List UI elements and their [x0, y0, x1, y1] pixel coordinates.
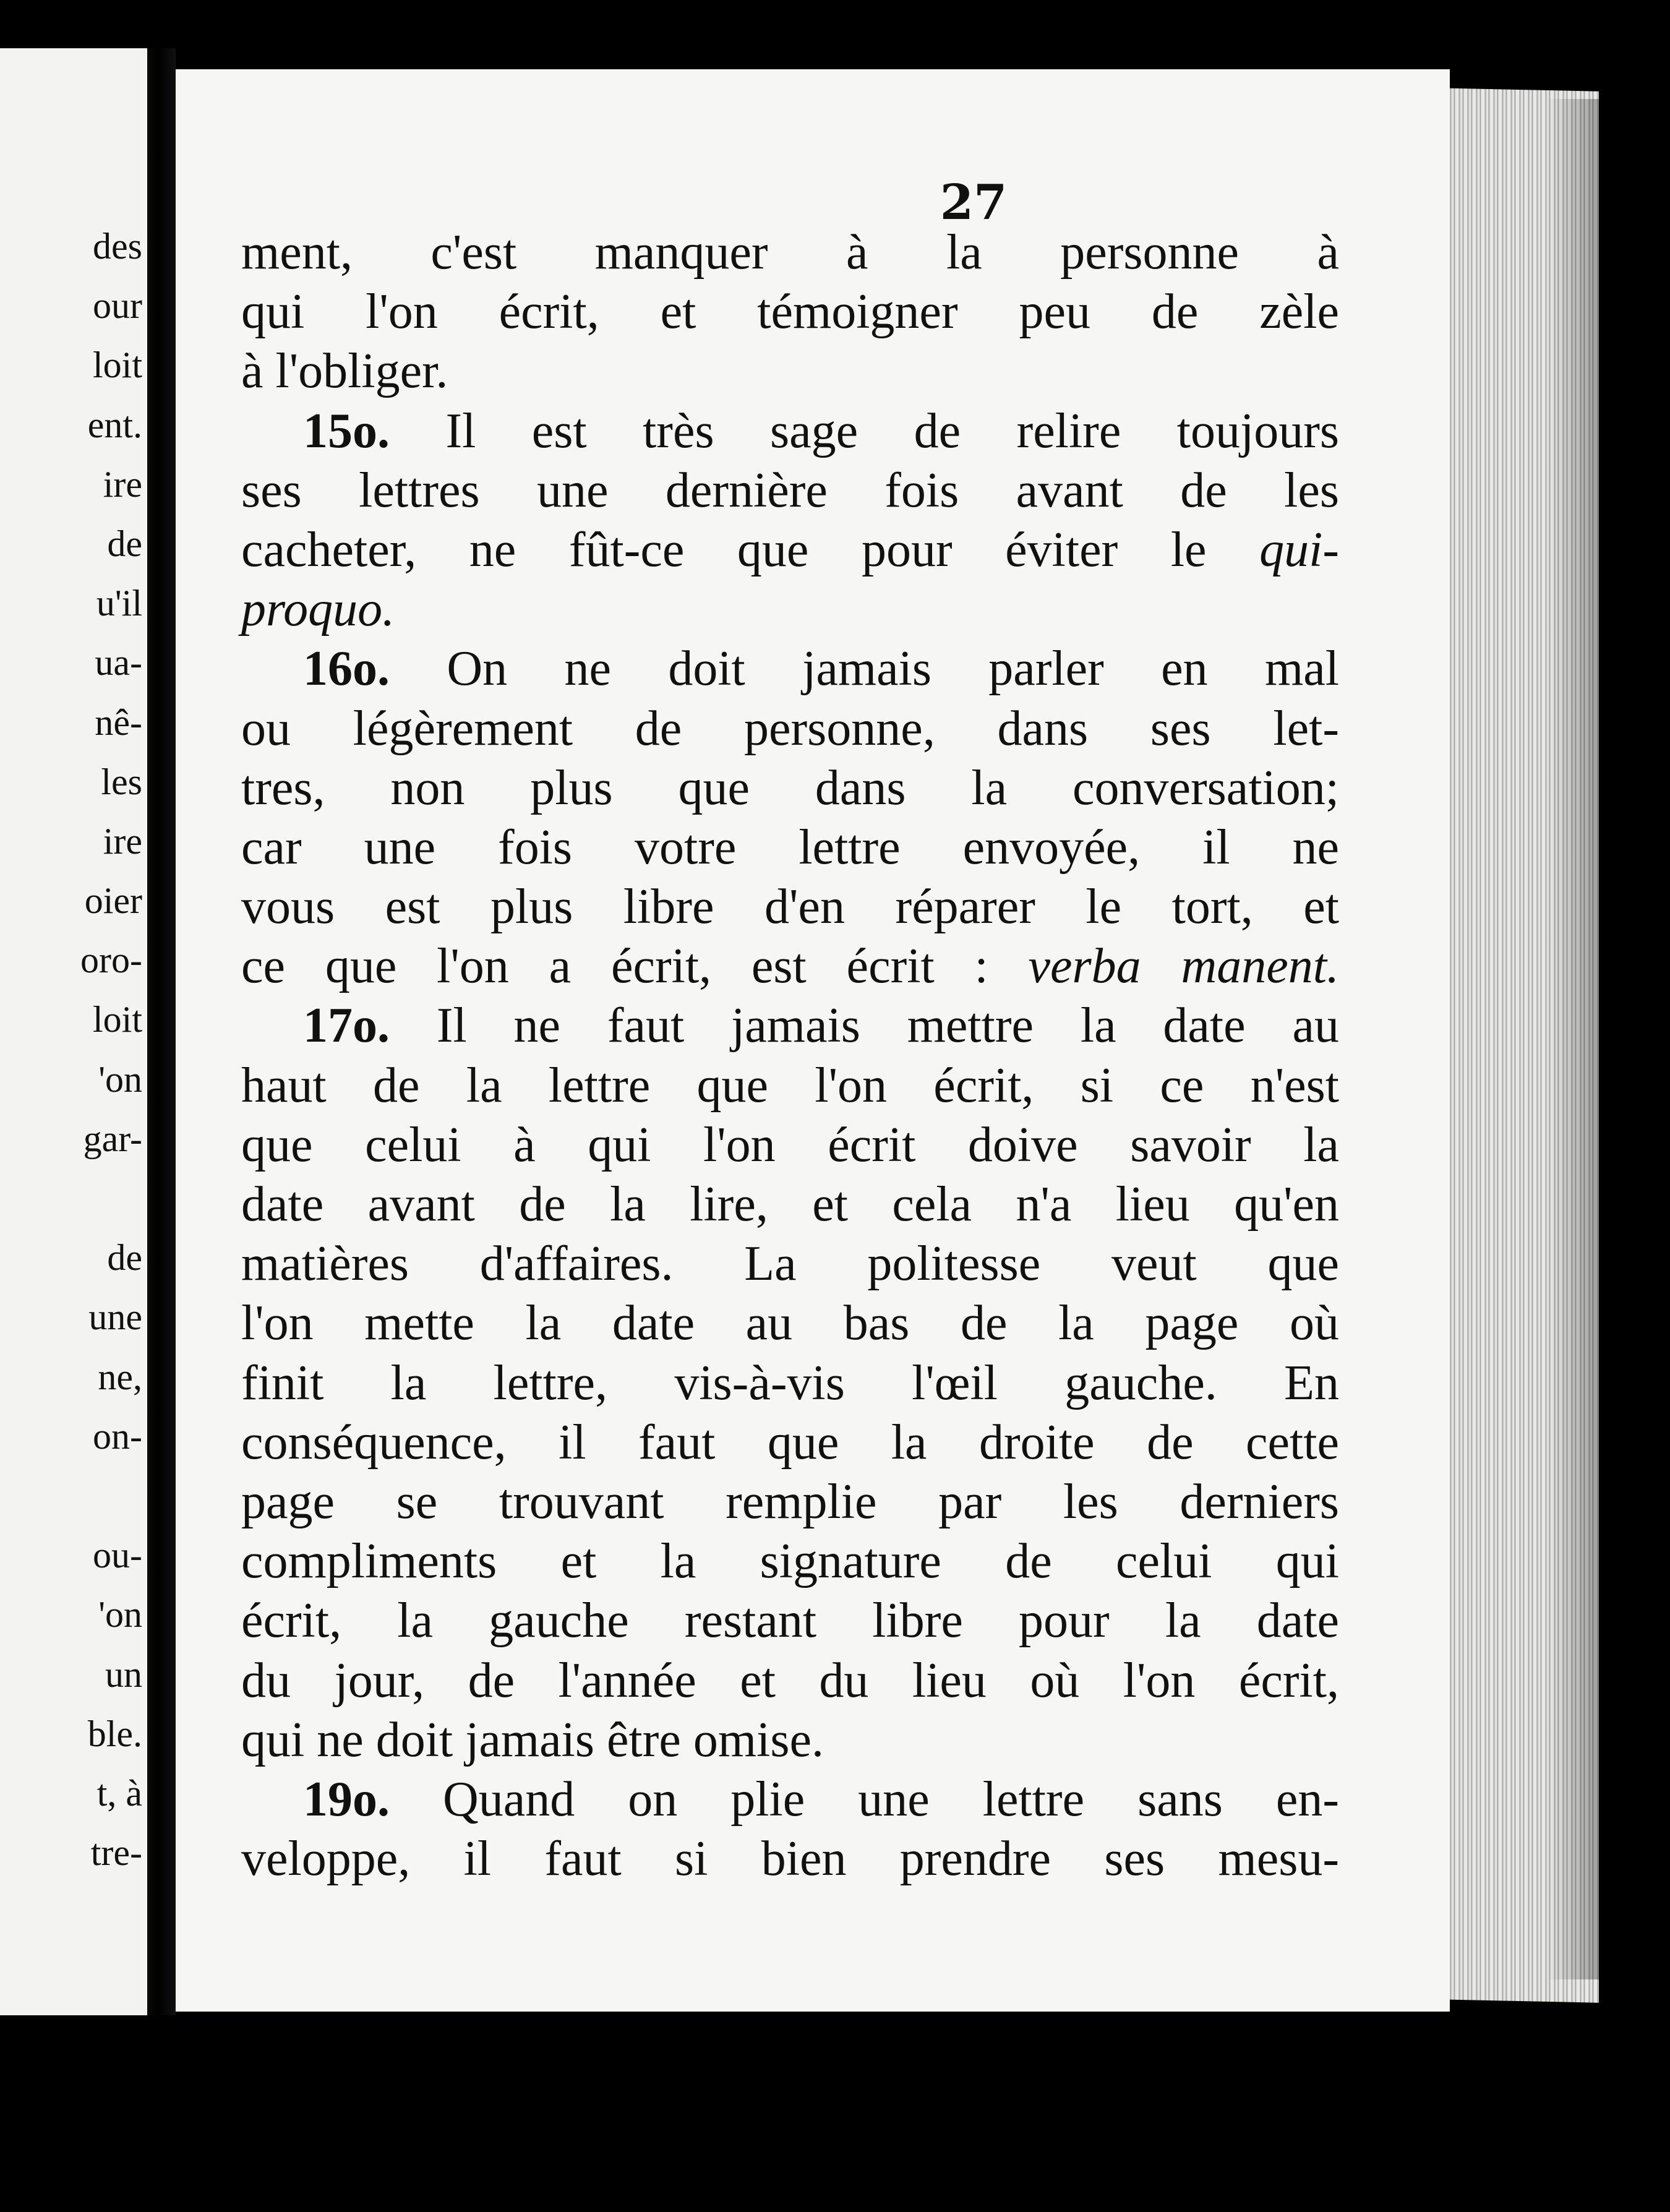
text-line: date avant de la lire, et cela n'a lieu qu'en [241, 1177, 1339, 1232]
left-page-fragment: t, à [96, 1772, 142, 1814]
paragraph-number: 16o. [303, 641, 390, 697]
left-page-fragment [80, 1466, 142, 1525]
left-page-fragment: oier [84, 880, 142, 922]
text-line: car une fois votre lettre envoyée, il ne [241, 820, 1339, 875]
book-gutter [147, 48, 176, 2015]
left-page-fragment: des [93, 226, 142, 267]
left-page-fragment: u'il [96, 583, 142, 624]
text-line: qui l'on écrit, et témoigner peu de zèle [241, 285, 1339, 340]
paragraph-number: 15o. [303, 403, 390, 458]
left-page-fragment: ou- [93, 1535, 142, 1576]
left-facing-page [0, 48, 150, 2015]
left-page-fragment [80, 1168, 142, 1228]
left-page-fragment: ble. [87, 1713, 142, 1754]
left-page-fragment: 'on [98, 1058, 142, 1100]
text-line: que celui à qui l'on écrit doive savoir la [241, 1117, 1339, 1172]
text-line: ses lettres une dernière fois avant de les [241, 463, 1339, 518]
left-page-fragment: un [105, 1653, 142, 1695]
text-line: haut de la lettre que l'on écrit, si ce n'est [241, 1058, 1339, 1113]
left-page-fragment: ire [103, 820, 142, 862]
left-page-fragment: tre- [90, 1832, 142, 1874]
paragraph-number: 17o. [303, 998, 390, 1053]
text-line: page se trouvant remplie par les derniers [241, 1474, 1339, 1529]
text-line: du jour, de l'année et du lieu où l'on écrit, [241, 1653, 1339, 1708]
left-page-fragment: de [107, 523, 142, 564]
left-page-fragment: 'on [98, 1594, 142, 1635]
text-line: 15o. Il est très sage de relire toujours [303, 403, 1339, 458]
left-page-fragment: loit [92, 999, 142, 1040]
text-line: cacheter, ne fût-ce que pour éviter le qui- [241, 522, 1339, 577]
left-page-fragment: nê- [95, 701, 142, 743]
italic-phrase: verba manent. [1028, 939, 1340, 994]
text-line: conséquence, il faut que la droite de cette [241, 1415, 1339, 1470]
left-page-fragment: les [101, 761, 142, 802]
text-line: 17o. Il ne faut jamais mettre la date au [303, 998, 1339, 1053]
left-page-fragment: une [88, 1297, 142, 1338]
left-page-fragment: loit [92, 345, 142, 386]
left-page-fragment: our [93, 285, 142, 327]
body-text [241, 223, 1339, 1888]
text-line: tres, non plus que dans la conversation; [241, 760, 1339, 815]
left-page-fragment: gar- [83, 1118, 142, 1159]
text-line: l'on mette la date au bas de la page où [241, 1296, 1339, 1351]
text-line: écrit, la gauche restant libre pour la date [241, 1593, 1339, 1648]
text-line: à l'obliger. [241, 344, 448, 399]
left-page-fragment: de [107, 1237, 142, 1279]
text-line: vous est plus libre d'en réparer le tort, et [241, 880, 1339, 935]
left-page-fragment: ire [103, 463, 142, 505]
text-line: 16o. On ne doit jamais parler en mal [303, 641, 1339, 697]
left-page-text-fragments [80, 216, 142, 1882]
left-page-fragment: ne, [98, 1356, 142, 1397]
text-line: compliments et la signature de celui qui [241, 1534, 1339, 1589]
left-page-fragment: on- [93, 1415, 142, 1457]
text-line: 19o. Quand on plie une lettre sans en- [303, 1772, 1339, 1827]
left-page-fragment: ua- [95, 642, 142, 684]
text-line: ce que l'on a écrit, est écrit : verba manent. [241, 939, 1340, 994]
page-edges-shadow [1546, 99, 1605, 1979]
text-line: ment, c'est manquer à la personne à [241, 225, 1339, 280]
text-line: veloppe, il faut si bien prendre ses mesu- [241, 1832, 1339, 1887]
text-line: qui ne doit jamais être omise. [241, 1712, 824, 1767]
text-line: matières d'affaires. La politesse veut que [241, 1237, 1339, 1292]
left-page-fragment: ent. [87, 404, 142, 445]
text-line: finit la lettre, vis-à-vis l'œil gauche. En [241, 1355, 1339, 1410]
text-line: ou légèrement de personne, dans ses let- [241, 701, 1339, 756]
left-page-fragment: oro- [80, 940, 142, 981]
text-line: proquo. [241, 582, 395, 637]
paragraph-number: 19o. [303, 1772, 390, 1827]
italic-phrase: qui- [1259, 522, 1339, 577]
page-number: 27 [940, 174, 1008, 231]
